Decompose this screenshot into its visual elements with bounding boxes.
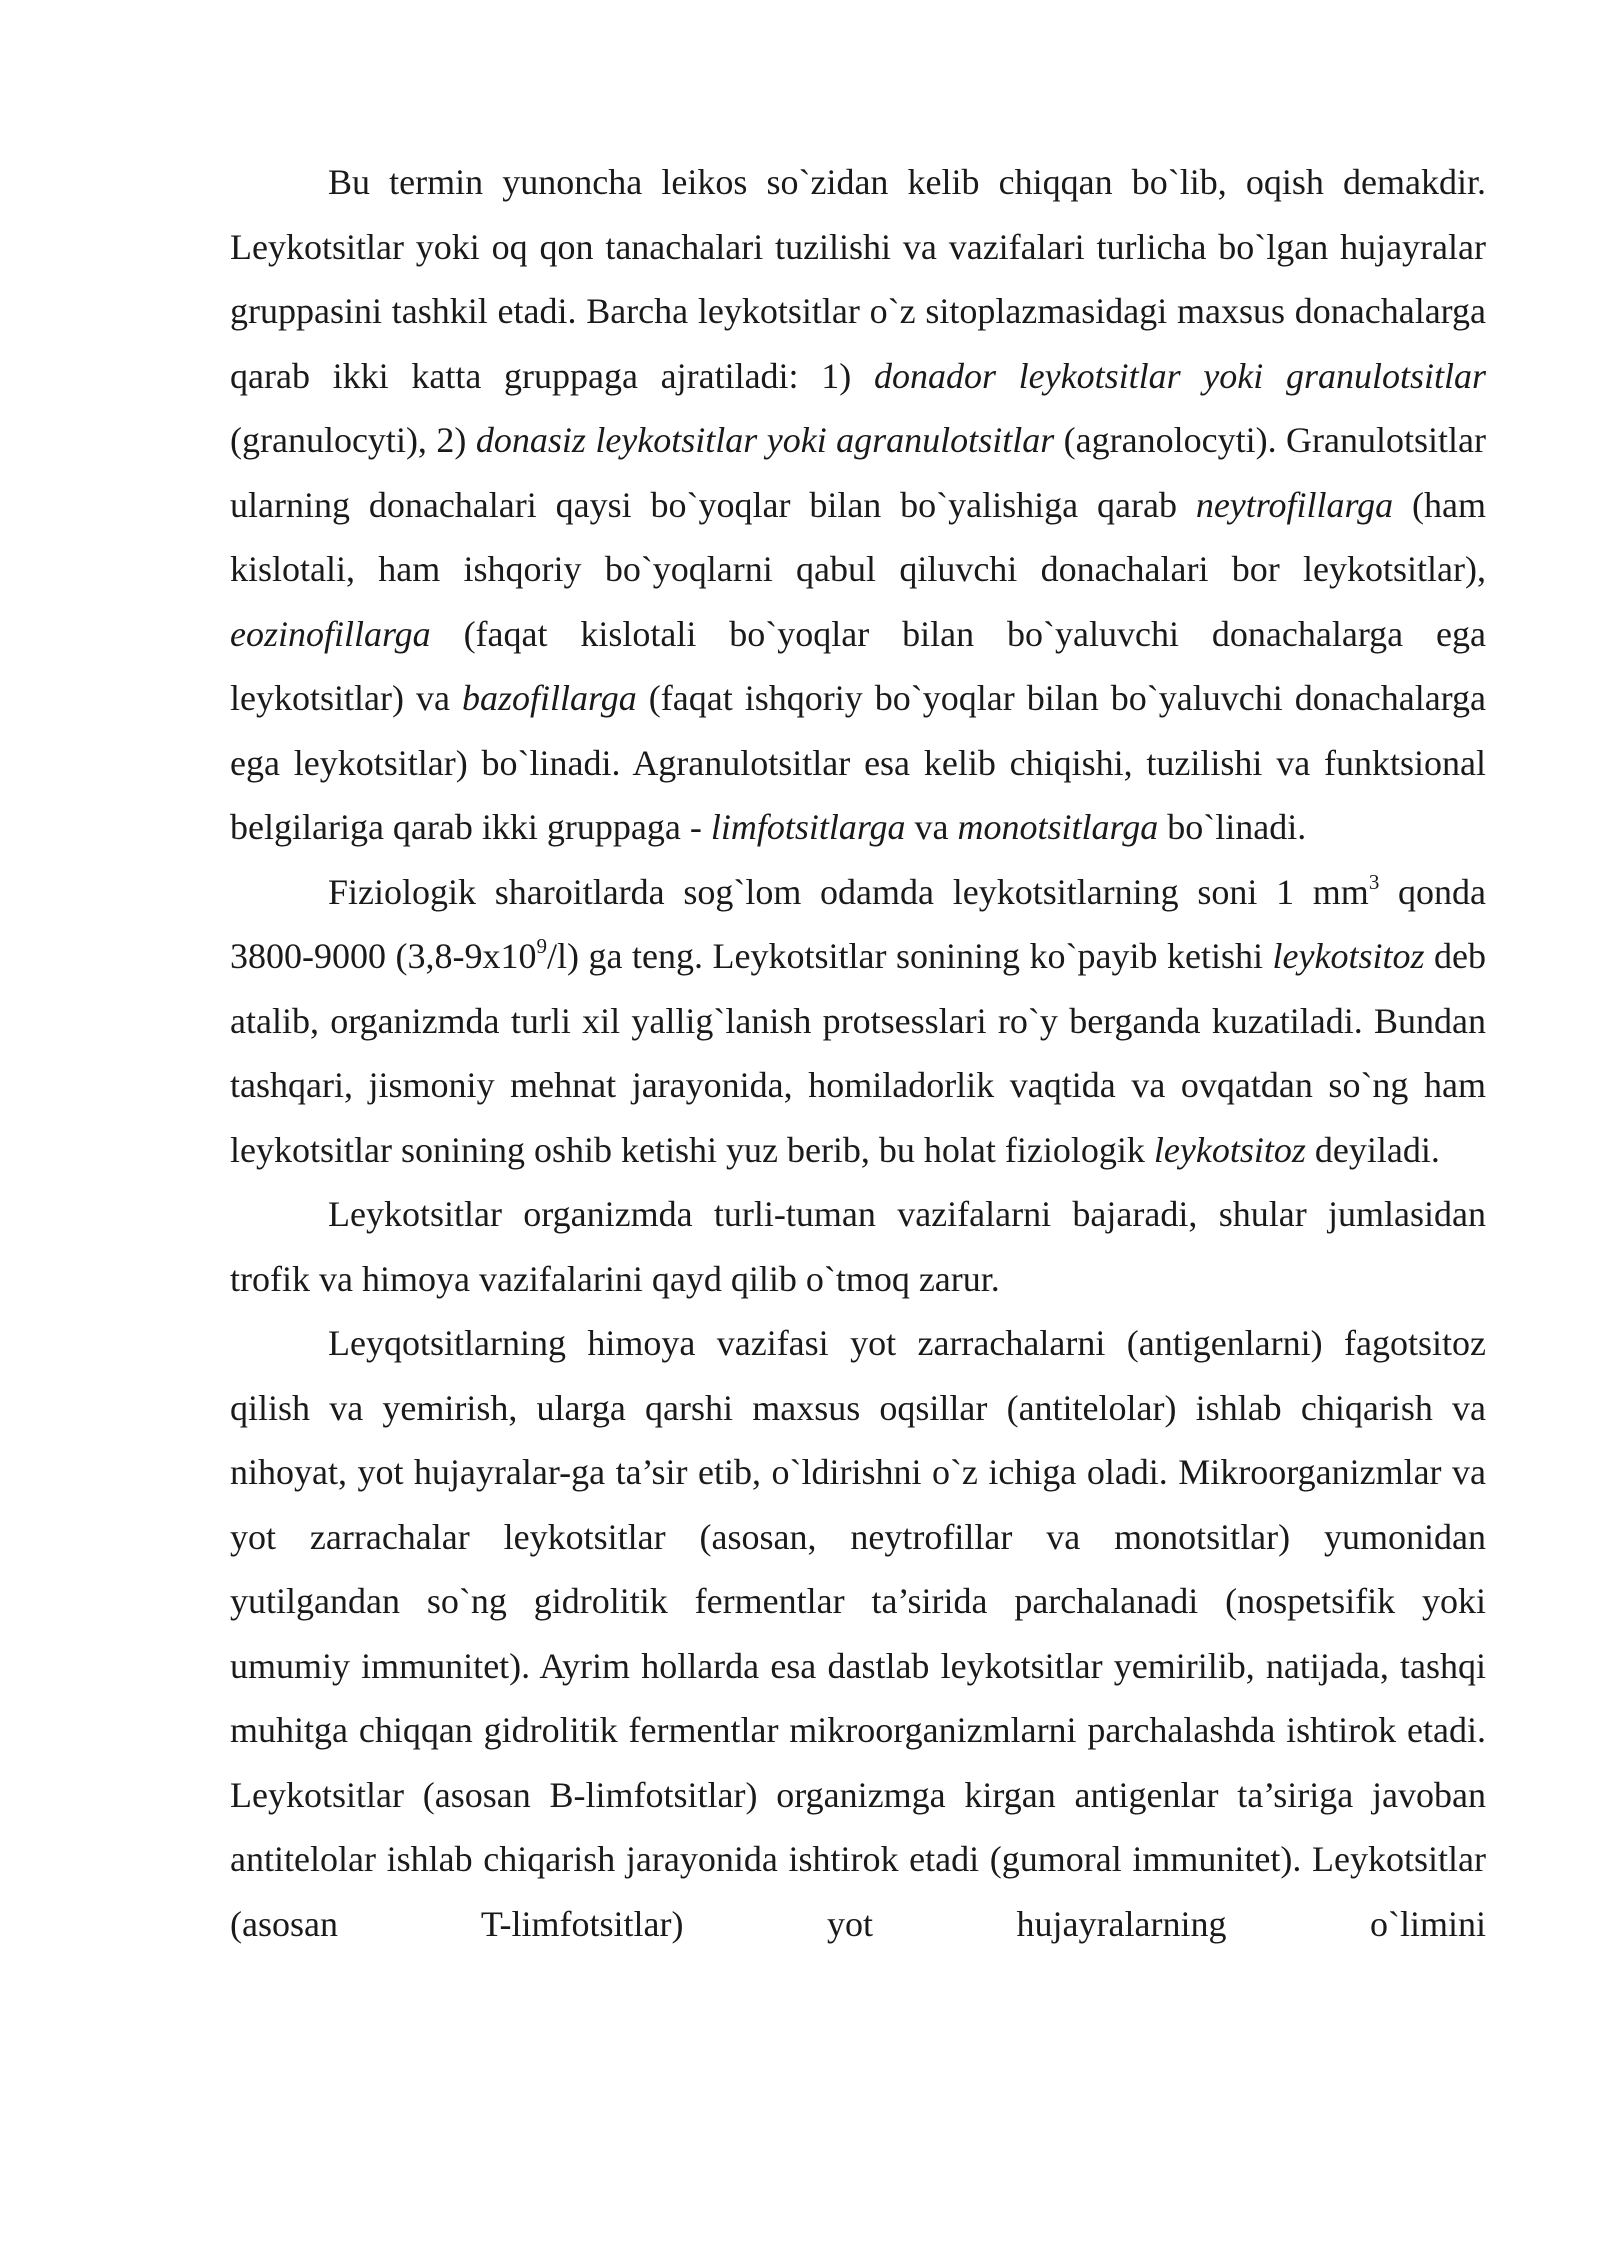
text-run: Bu termin yunoncha leikos so`zidan kelib chiqqan bo`lib, oqish demakdir. Leykotsitlar yoki oq qon tanachalari tuzilishi va vazifalari turlicha bo`lgan hujayralar gruppasini tashkil etadi. Barcha leykotsitlar o`z sitoplazmasidagi maxsus donachalarga qarab ikki katta gruppaga ajratiladi: 1) <box>230 162 1486 396</box>
italic-term: donasiz leykotsitlar yoki agranulotsitlar <box>475 420 1055 460</box>
body-paragraph <box>230 1182 1486 1311</box>
text-run: qonda 3800-9000 (3,8-9x10 <box>230 871 1486 976</box>
body-paragraph <box>230 860 1486 1183</box>
text-run: Leyqotsitlarning himoya vazifasi yot zarrachalarni (antigenlarni) fagotsitoz qilish va yemirish, ularga qarshi maxsus oqsillar (antitelolar) ishlab chiqarish va nihoyat, yot hujayralar-ga ta’sir etib, o`ldirishni o`z ichiga oladi. Mikroorganizmlar va yot zarrachalar leykotsitlar (asosan, neytrofillar va monotsitlar) yumonidan yutilgandan so`ng gidrolitik fermentlar ta’sirida parchalanadi (nospetsifik yoki umumiy immunitet). Ayrim hollarda esa dastlab leykotsitlar yemirilib, natijada, tashqi muhitga chiqqan gidrolitik fermentlar mikroorganizmlarni parchalashda ishtirok etadi. Leykotsitlar (asosan B-limfotsitlar) organizmga kirgan antigenlar ta’siriga javoban antitelolar ishlab chiqarish jarayonida ishtirok etadi (gumoral immunitet). Leykotsitlar (asosan T-limfotsitlar) yot hujayralarning o`limini <box>230 1323 1486 1944</box>
text-run: va <box>905 807 958 847</box>
superscript: 9 <box>536 934 547 958</box>
italic-term: neytrofillarga <box>1195 484 1394 525</box>
italic-term: donador leykotsitlar yoki granulotsitlar <box>873 355 1486 396</box>
italic-term: bazofillarga <box>462 678 637 718</box>
superscript: 3 <box>1368 869 1380 894</box>
text-run: deb atalib, organizmda turli xil yallig`lanish protsesslari ro`y berganda kuzatiladi. Bundan tashqari, jismoniy mehnat jarayonida, homiladorlik vaqtida va ovqatdan so`ng ham leykotsitlar sonining oshib ketishi yuz berib, bu holat fiziologik <box>230 936 1486 1170</box>
document-page <box>230 150 1486 1956</box>
body-paragraph <box>230 1311 1486 1956</box>
italic-term: monotsitlarga <box>957 807 1159 847</box>
text-run: Fiziologik sharoitlarda sog`lom odamda leykotsitlarning soni 1 mm <box>328 871 1369 912</box>
text-run: (granulocyti), 2) <box>230 420 476 460</box>
text-run: (ham kislotali, ham ishqoriy bo`yoqlarni qabul qiluvchi donachalari bor leykotsitlar), <box>230 484 1486 589</box>
body-paragraph <box>230 150 1486 860</box>
italic-term: leykotsitoz <box>1153 1129 1306 1170</box>
italic-term: eozinofillarga <box>230 613 431 654</box>
text-run: /l) ga teng. Leykotsitlar sonining ko`payib ketishi <box>547 936 1273 976</box>
text-run: Leykotsitlar organizmda turli-tuman vazifalarni bajaradi, shular jumlasidan trofik va himoya vazifalarini qayd qilib o`tmoq zarur. <box>230 1194 1486 1299</box>
italic-term: limfotsitlarga <box>710 807 906 847</box>
text-run: deyiladi. <box>1305 1129 1440 1170</box>
text-run: (faqat kislotali bo`yoqlar bilan bo`yaluvchi donachalarga ega leykotsitlar) va <box>230 613 1486 718</box>
text-run: (faqat ishqoriy bo`yoqlar bilan bo`yaluvchi donachalarga ega leykotsitlar) bo`linadi. Agranulotsitlar esa kelib chiqishi, tuzilishi va funktsional belgilariga qarab ikki gruppaga - <box>230 678 1486 847</box>
text-run: (agranolocyti). Granulotsitlar ularning donachalari qaysi bo`yoqlar bilan bo`yalishiga qarab <box>230 420 1487 525</box>
text-run: bo`linadi. <box>1158 807 1307 847</box>
italic-term: leykotsitoz <box>1272 936 1425 976</box>
